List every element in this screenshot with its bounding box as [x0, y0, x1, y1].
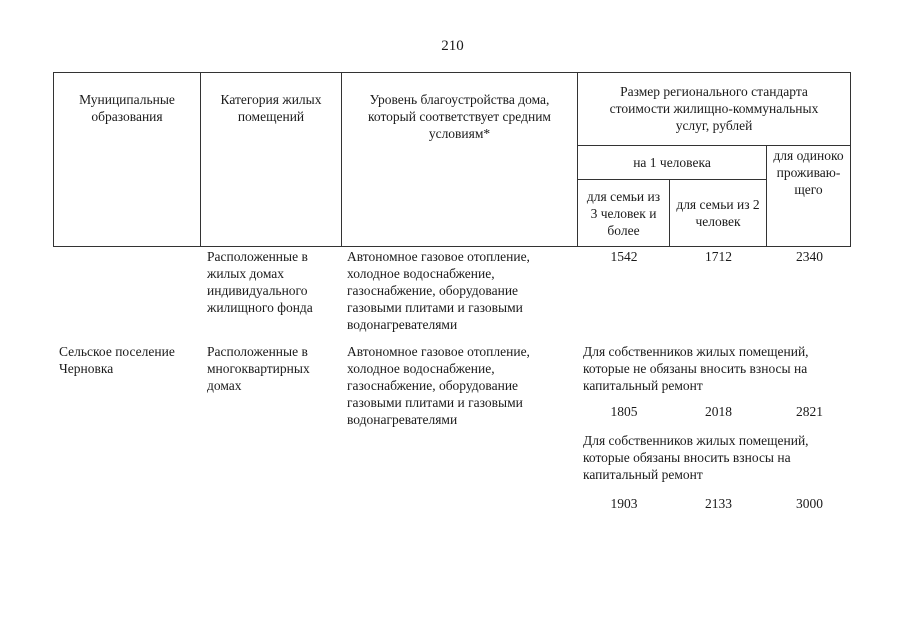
header-single: для одиноко проживаю-щего [767, 146, 851, 247]
row2-group2-value-family3: 1903 [610, 496, 638, 511]
header-table [53, 72, 851, 247]
row1-level: Автономное газовое отопление, холодное водоснабжение, газоснабжение, оборудование газовыми плитами и газовыми водонагревателями [347, 249, 530, 332]
header-per-person: на 1 человека [578, 146, 767, 180]
header-municipality: Муниципальные образования [54, 73, 201, 247]
row2-category: Расположенные в многоквартирных домах [207, 344, 310, 393]
row1-value-family3: 1542 [610, 249, 638, 264]
row1-value-family2: 1712 [705, 249, 732, 264]
row2-group2-note: Для собственников жилых помещений, которые обязаны вносить взносы на капитальный ремонт [583, 433, 809, 482]
row2-group2-value-family2: 2133 [705, 496, 732, 511]
row2-level: Автономное газовое отопление, холодное водоснабжение, газоснабжение, оборудование газовыми плитами и газовыми водонагревателями [347, 344, 530, 427]
header-family-3: для семьи из 3 человек и более [578, 180, 670, 247]
header-category: Категория жилых помещений [201, 73, 342, 247]
header-level: Уровень благоустройства дома, который соответствует средним условиям* [342, 73, 578, 247]
page-number: 210 [441, 38, 464, 54]
row2-group1-value-family2: 2018 [705, 404, 732, 419]
row1-value-single: 2340 [796, 249, 823, 264]
header-family-2: для семьи из 2 человек [670, 180, 767, 247]
row2-group2-value-single: 3000 [796, 496, 823, 511]
row2-group1-value-single: 2821 [796, 404, 823, 419]
row2-municipality: Сельское поселение Черновка [59, 344, 175, 376]
row2-group1-note: Для собственников жилых помещений, которые не обязаны вносить взносы на капитальный ремонт [583, 344, 809, 393]
row1-category: Расположенные в жилых домах индивидуального жилищного фонда [207, 249, 313, 315]
row2-group1-value-family3: 1805 [610, 404, 638, 419]
header-standard: Размер регионального стандарта стоимости жилищно-коммунальных услуг, рублей [578, 73, 851, 146]
